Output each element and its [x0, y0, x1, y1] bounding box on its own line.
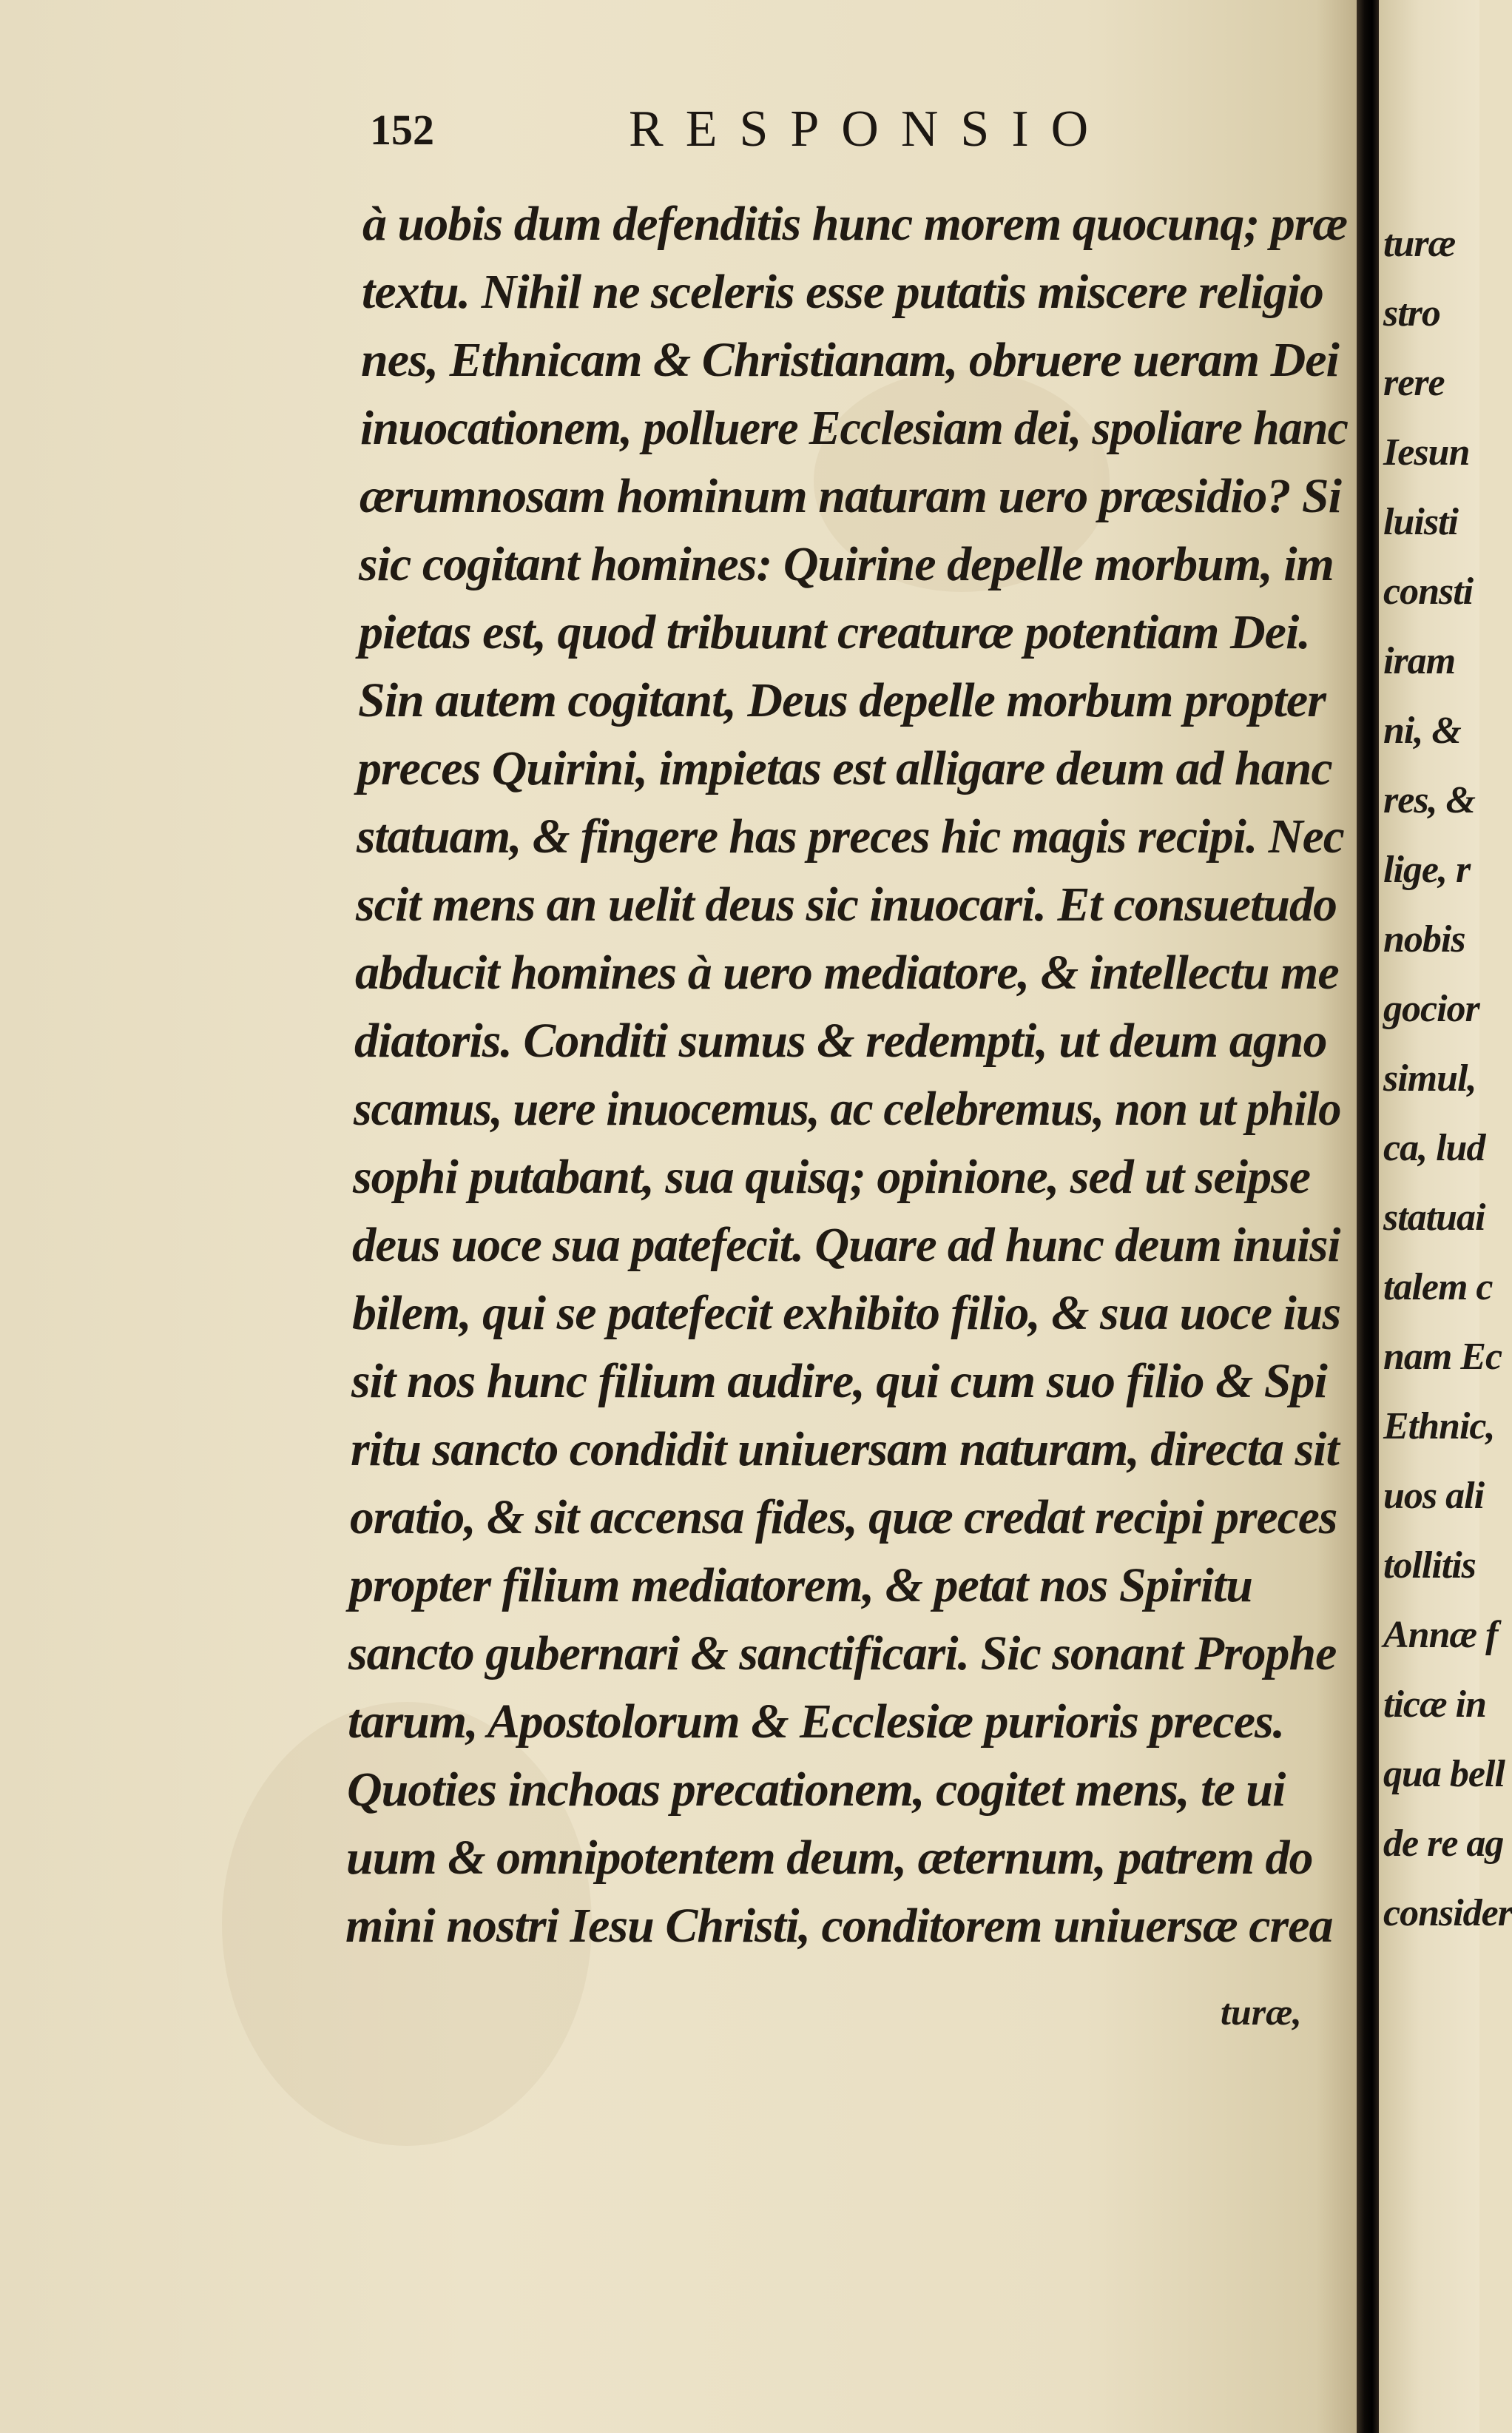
facing-page-fragment: nam Ec — [1383, 1336, 1502, 1378]
facing-page-fragment: luisti — [1383, 501, 1458, 543]
running-head: RESPONSIO — [629, 101, 1111, 158]
text-line: statuam, & fingere has preces hic magis recipi. Nec — [357, 810, 1344, 864]
text-line: pietas est, quod tribuunt creaturæ potentiam Dei. — [359, 605, 1310, 659]
text-line: deus uoce sua patefecit. Quare ad hunc deum inuisi — [352, 1218, 1340, 1272]
facing-page-fragment: turæ — [1383, 223, 1456, 265]
text-line: textu. Nihil ne sceleris esse putatis miscere religio — [362, 265, 1323, 319]
facing-page-fragment: gocior — [1383, 988, 1479, 1030]
facing-page-fragment: ticæ in — [1383, 1683, 1486, 1726]
facing-page-fragment: uos ali — [1383, 1475, 1485, 1517]
text-line: nes, Ethnicam & Christianam, obruere ueram Dei — [361, 333, 1339, 387]
text-line: Sin autem cogitant, Deus depelle morbum propter — [358, 673, 1326, 727]
text-line: scamus, uere inuocemus, ac celebremus, non ut philo — [354, 1082, 1341, 1136]
text-line: preces Quirini, impietas est alligare deum ad hanc — [357, 741, 1332, 795]
facing-page-fragment: statuai — [1383, 1197, 1485, 1239]
facing-page-fragment: talem c — [1383, 1266, 1493, 1308]
text-line: bilem, qui se patefecit exhibito filio, & sua uoce ius — [352, 1286, 1341, 1340]
facing-page-fragment: res, & — [1383, 779, 1475, 821]
facing-page-fragment: stro — [1383, 292, 1440, 334]
text-line: sancto gubernari & sanctificari. Sic sonant Prophe — [348, 1626, 1337, 1680]
text-line: sit nos hunc filium audire, qui cum suo filio & Spi — [351, 1354, 1327, 1408]
text-line: sic cogitant homines: Quirine depelle morbum, im — [359, 537, 1334, 591]
text-line: scit mens an uelit deus sic inuocari. Et consuetudo — [356, 878, 1337, 932]
text-line: tarum, Apostolorum & Ecclesiæ purioris preces. — [348, 1695, 1285, 1749]
text-line: abducit homines à uero mediatore, & intellectu me — [355, 946, 1339, 1000]
catchword: turæ, — [1221, 1991, 1302, 2033]
book-gutter — [1357, 0, 1379, 2433]
facing-page-fragment: iram — [1383, 640, 1456, 682]
facing-page-fragment: ni, & — [1383, 710, 1461, 752]
facing-page — [1379, 0, 1512, 2433]
facing-page-fragment: nobis — [1383, 918, 1465, 960]
text-line: uum & omnipotentem deum, æternum, patrem do — [346, 1831, 1313, 1885]
facing-page-fragment: lige, r — [1383, 849, 1471, 891]
text-line: ritu sancto condidit uniuersam naturam, directa sit — [351, 1422, 1339, 1476]
text-line: mini nostri Iesu Christi, conditorem uniuersæ crea — [345, 1899, 1333, 1953]
text-line: oratio, & sit accensa fides, quæ credat recipi preces — [350, 1490, 1337, 1544]
facing-page-fragment: tollitis — [1383, 1544, 1476, 1586]
facing-page-fragment: consider — [1383, 1892, 1512, 1934]
facing-page-fragment: Annæ f — [1383, 1614, 1498, 1656]
facing-page-fragment: qua bell — [1383, 1753, 1505, 1795]
text-line: inuocationem, polluere Ecclesiam dei, spoliare hanc — [360, 401, 1349, 455]
facing-page-fragment: ca, lud — [1383, 1127, 1485, 1169]
facing-page-fragment: Ethnic, — [1383, 1405, 1495, 1447]
facing-page-fragment: Iesun — [1383, 431, 1470, 474]
facing-page-fragment: consti — [1383, 571, 1474, 613]
facing-page-fragment: simul, — [1383, 1057, 1476, 1100]
text-line: ærumnosam hominum naturam uero præsidio? Si — [360, 469, 1341, 523]
text-line: sophi putabant, sua quisq; opinione, sed ut seipse — [353, 1150, 1311, 1204]
facing-page-fragment: de re ag — [1383, 1823, 1504, 1865]
page-number: 152 — [370, 106, 434, 154]
text-line: propter filium mediatorem, & petat nos Spiritu — [349, 1558, 1252, 1612]
text-line: à uobis dum defenditis hunc morem quocunq; præ — [362, 197, 1348, 251]
text-line: diatoris. Conditi sumus & redempti, ut deum agno — [354, 1014, 1327, 1068]
text-line: Quoties inchoas precationem, cogitet mens, te ui — [347, 1763, 1286, 1817]
facing-page-fragment: rere — [1383, 362, 1445, 404]
